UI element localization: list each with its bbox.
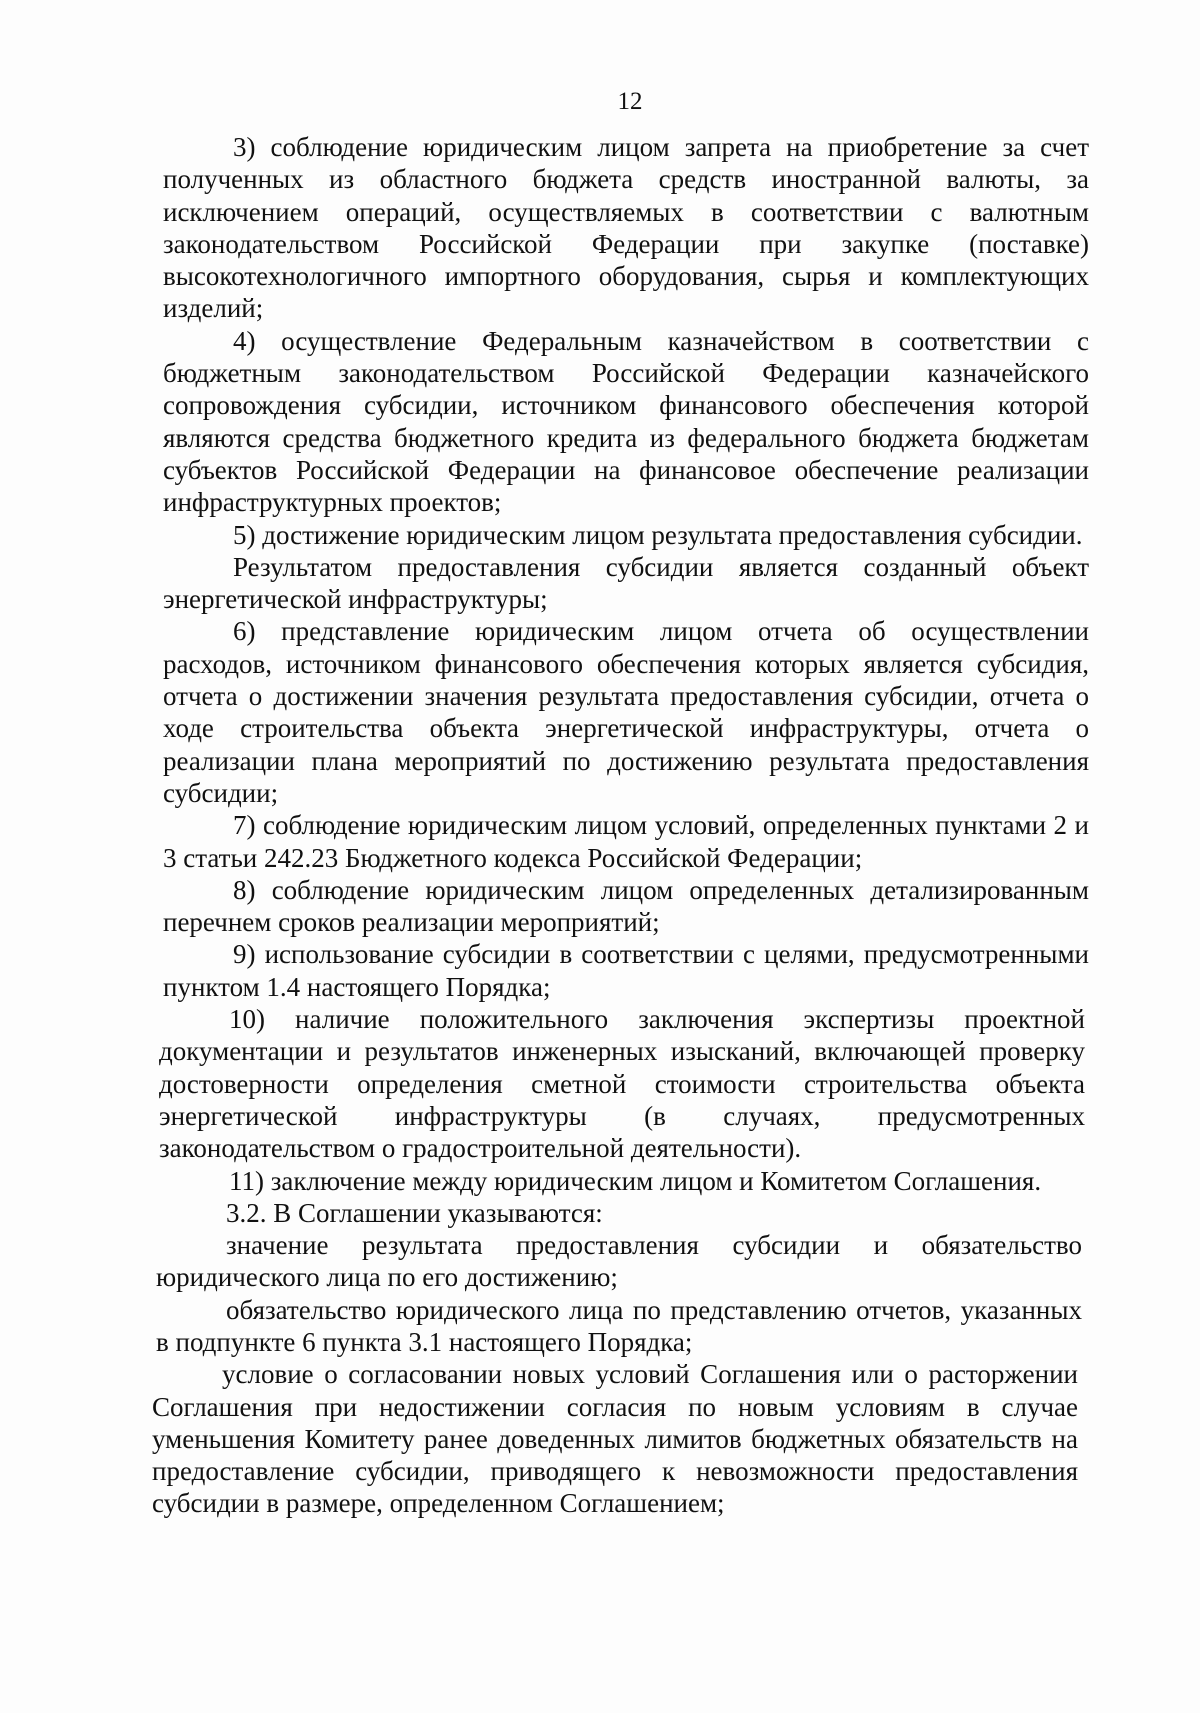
paragraph-item-8: 8) соблюдение юридическим лицом определенных детализированным перечнем сроков реализации мероприятий;	[163, 874, 1089, 938]
paragraph-reports-obligation: обязательство юридического лица по представлению отчетов, указанных в подпункте 6 пункта 3.1 настоящего Порядка;	[156, 1294, 1082, 1357]
paragraph-result: Результатом предоставления субсидии является созданный объект энергетической инфраструктуры;	[163, 551, 1089, 615]
paragraph-item-4: 4) осуществление Федеральным казначейством в соответствии с бюджетным законодательством Российской Федерации казначейского сопровождения субсидии, источником финансового обеспечения которой являются средства бюджетного кредита из федерального бюджета бюджетам субъектов Российской Федерации на финансовое обеспечение реализации инфраструктурных проектов;	[163, 325, 1089, 518]
paragraph-item-6: 6) представление юридическим лицом отчета об осуществлении расходов, источником финансового обеспечения которых является субсидия, отчета о достижении значения результата предоставления субсидии, отчета о ходе строительства объекта энергетической инфраструктуры, отчета о реализации плана мероприятий по достижению результата предоставления субсидии;	[163, 616, 1089, 808]
paragraph-item-3: 3) соблюдение юридическим лицом запрета на приобретение за счет полученных из областного бюджета средств иностранной валюты, за исключением операций, осуществляемых в соответствии с валютным законодательством Российской Федерации при закупке (поставке) высокотехнологичного импортного оборудования, сырья и комплектующих изделий;	[163, 132, 1089, 324]
paragraph-item-10: 10) наличие положительного заключения экспертизы проектной документации и результатов инженерных изысканий, включающей проверку достоверности определения сметной стоимости строительства объекта энергетической инфраструктуры (в случаях, предусмотренных законодательством о градостроительной деятельности).	[159, 1004, 1085, 1164]
paragraph-item-11: 11) заключение между юридическим лицом и Комитетом Соглашения.	[229, 1165, 1042, 1196]
document-body	[152, 131, 1089, 1520]
paragraph-agreement-terms: условие о согласовании новых условий Соглашения или о расторжении Соглашения при недостижении согласия по новым условиям в случае уменьшения Комитету ранее доведенных лимитов бюджетных обязательств на предоставление субсидии, приводящего к невозможности предоставления субсидии в размере, определенном Соглашением;	[152, 1359, 1078, 1519]
paragraph-item-5: 5) достижение юридическим лицом результата предоставления субсидии.	[233, 519, 1083, 550]
page-number: 12	[617, 88, 643, 115]
paragraph-section-3-2: 3.2. В Соглашении указываются:	[226, 1197, 603, 1228]
paragraph-item-7: 7) соблюдение юридическим лицом условий, определенных пунктами 2 и 3 статьи 242.23 Бюджетного кодекса Российской Федерации;	[163, 810, 1089, 873]
paragraph-result-value: значение результата предоставления субсидии и обязательство юридического лица по его достижению;	[156, 1230, 1082, 1293]
paragraph-item-9: 9) использование субсидии в соответствии с целями, предусмотренными пунктом 1.4 настоящего Порядка;	[163, 939, 1089, 1002]
